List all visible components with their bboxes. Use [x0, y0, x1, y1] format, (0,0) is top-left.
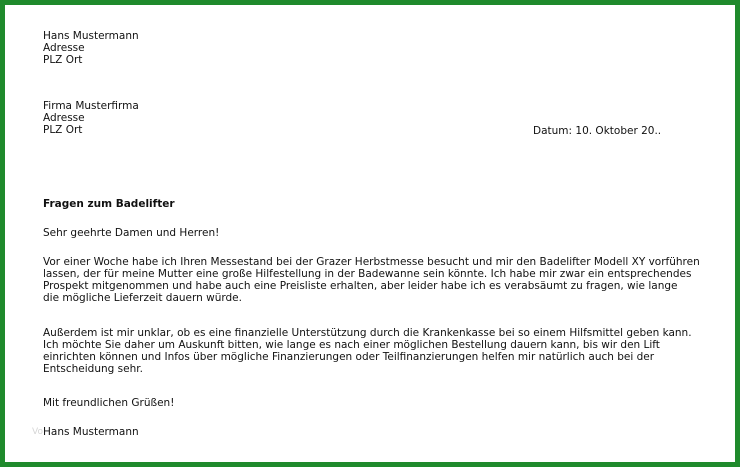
recipient-address-block	[43, 100, 139, 136]
letter-signature: Hans Mustermann	[43, 426, 139, 438]
letter-salutation: Sehr geehrte Damen und Herren!	[43, 227, 220, 239]
watermark-text: Vo	[32, 427, 43, 437]
sender-street: Adresse	[43, 42, 85, 54]
sender-city: PLZ Ort	[43, 54, 83, 66]
sender-address-block	[43, 30, 139, 66]
recipient-company: Firma Musterfirma	[43, 100, 139, 112]
body-paragraph-1	[43, 256, 700, 304]
letter-closing: Mit freundlichen Grüßen!	[43, 397, 175, 409]
sender-name: Hans Mustermann	[43, 30, 139, 42]
paragraph-line: lassen, der für meine Mutter eine große Hilfestellung in der Badewanne sein könnte. Ich habe mir zwar ein entsprechendes	[43, 268, 692, 280]
letter-subject: Fragen zum Badelifter	[43, 198, 175, 210]
recipient-city: PLZ Ort	[43, 124, 83, 136]
letter-date: Datum: 10. Oktober 20..	[533, 125, 662, 137]
paragraph-line: Vor einer Woche habe ich Ihren Messestand bei der Grazer Herbstmesse besucht und mir den Badelifter Modell XY vorführen	[43, 256, 700, 268]
letter-page	[5, 5, 735, 462]
paragraph-line: Prospekt mitgenommen und habe auch eine Preisliste erhalten, aber leider habe ich es verabsäumt zu fragen, wie lange	[43, 280, 678, 292]
paragraph-line: Ich möchte Sie daher um Auskunft bitten, wie lange es nach einer möglichen Bestellung dauern kann, bis wir den Lift	[43, 339, 660, 351]
body-paragraph-2	[43, 327, 692, 375]
paragraph-line: Außerdem ist mir unklar, ob es eine finanzielle Unterstützung durch die Krankenkasse bei so einem Hilfsmittel geben kann.	[43, 327, 692, 339]
paragraph-line: einrichten können und Infos über mögliche Finanzierungen oder Teilfinanzierungen helfen mir natürlich auch bei der	[43, 351, 655, 363]
paragraph-line: die mögliche Lieferzeit dauern würde.	[43, 292, 242, 304]
recipient-street: Adresse	[43, 112, 85, 124]
paragraph-line: Entscheidung sehr.	[43, 363, 143, 375]
